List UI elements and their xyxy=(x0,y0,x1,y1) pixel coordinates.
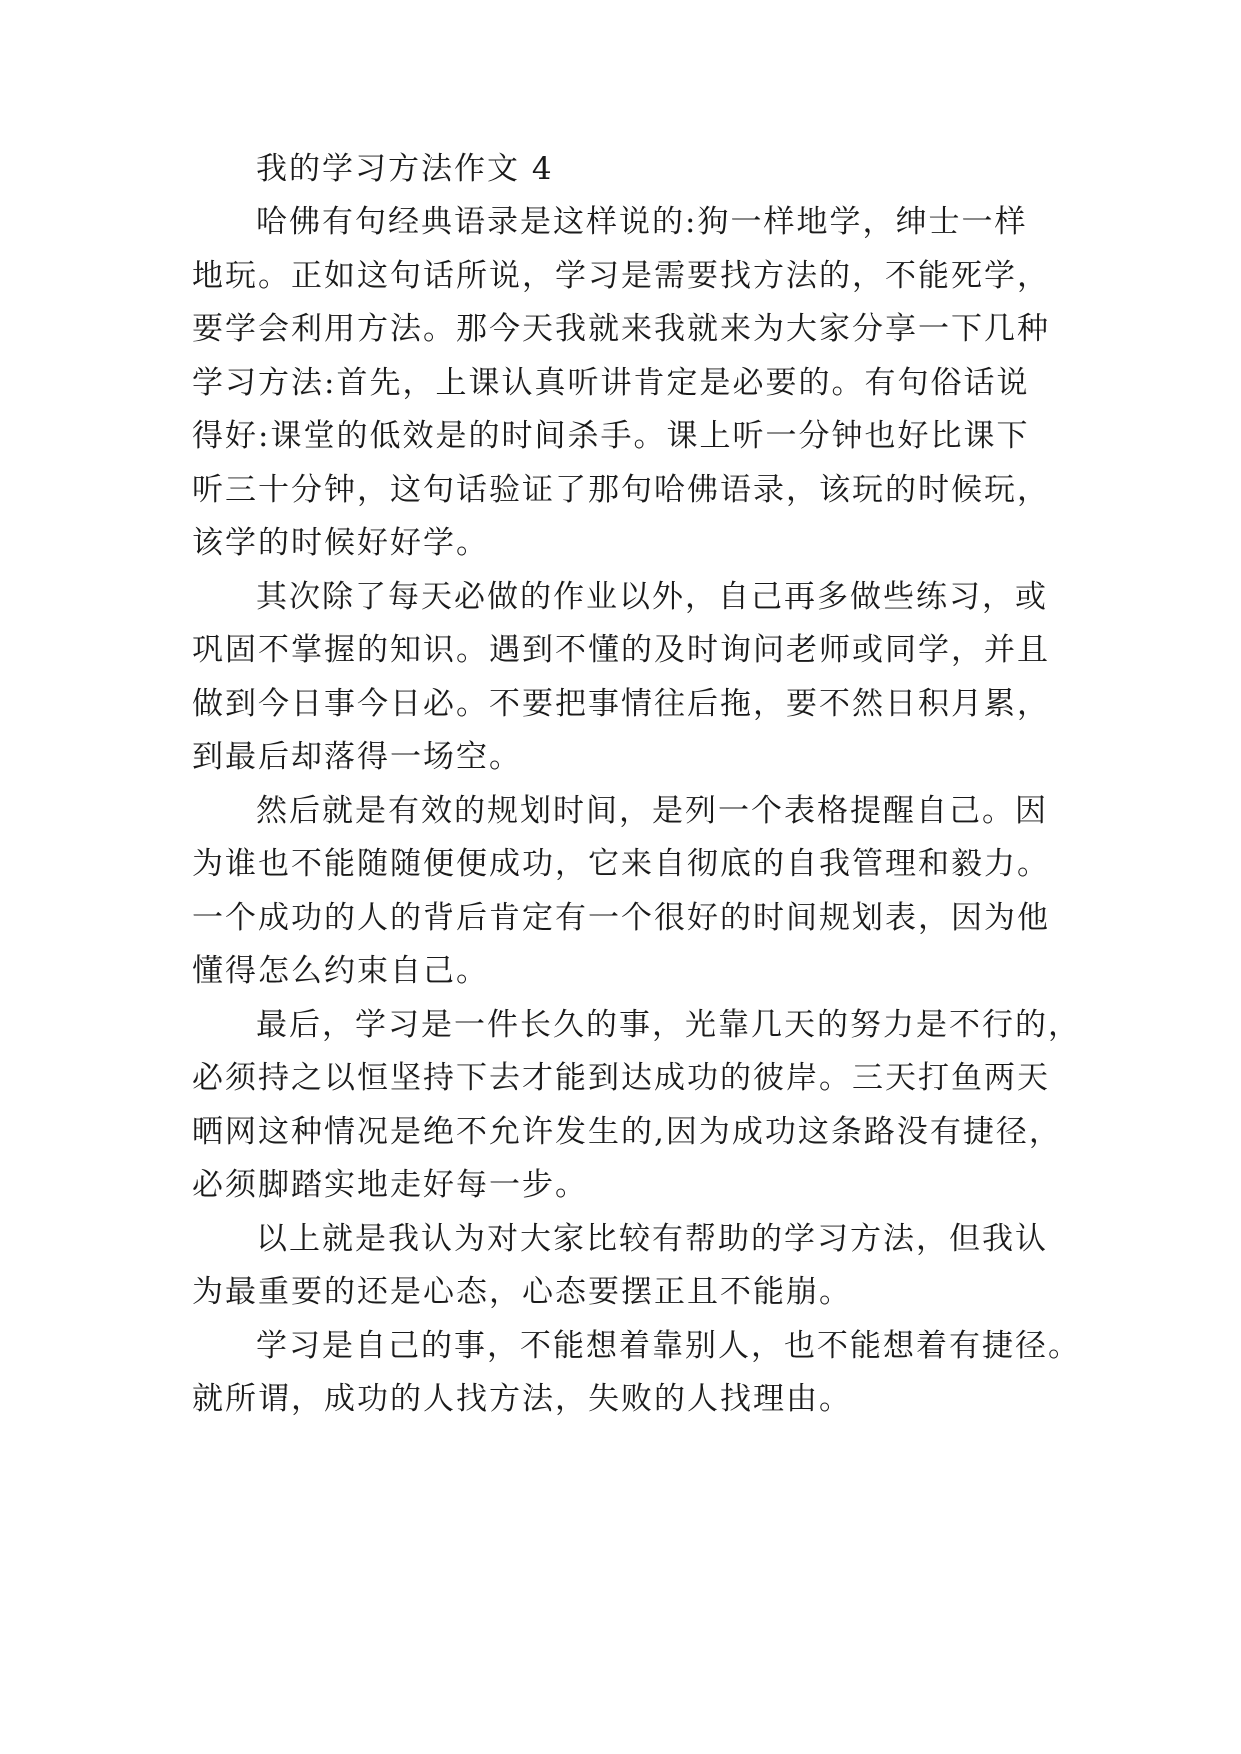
text-line: 晒网这种情况是绝不允许发生的,因为成功这条路没有捷径， xyxy=(192,1114,1062,1150)
text-line: 就所谓，成功的人找方法，失败的人找理由。 xyxy=(192,1381,852,1417)
text-line: 必须脚踏实地走好每一步。 xyxy=(192,1167,588,1203)
text-line: 学习方法:首先，上课认真听讲肯定是必要的。有句俗话说 xyxy=(192,365,1030,401)
text-line: 最后，学习是一件长久的事，光靠几天的努力是不行的， xyxy=(256,1007,1081,1043)
text-line: 懂得怎么约束自己。 xyxy=(192,953,489,989)
document-title: 我的学习方法作文 4 xyxy=(256,151,554,187)
text-line: 要学会利用方法。那今天我就来我就来为大家分享一下几种 xyxy=(192,311,1050,347)
text-line: 为谁也不能随随便便成功，它来自彻底的自我管理和毅力。 xyxy=(192,846,1050,882)
text-line: 一个成功的人的背后肯定有一个很好的时间规划表，因为他 xyxy=(192,900,1050,936)
text-line: 以上就是我认为对大家比较有帮助的学习方法，但我认 xyxy=(256,1221,1048,1257)
text-line: 哈佛有句经典语录是这样说的:狗一样地学，绅士一样 xyxy=(256,204,1028,240)
text-line: 到最后却落得一场空。 xyxy=(192,739,522,775)
text-line: 得好:课堂的低效是的时间杀手。课上听一分钟也好比课下 xyxy=(192,418,1030,454)
text-line: 该学的时候好好学。 xyxy=(192,525,489,561)
text-line: 必须持之以恒坚持下去才能到达成功的彼岸。三天打鱼两天 xyxy=(192,1060,1050,1096)
text-line: 听三十分钟，这句话验证了那句哈佛语录，该玩的时候玩， xyxy=(192,472,1050,508)
text-line: 巩固不掌握的知识。遇到不懂的及时询问老师或同学，并且 xyxy=(192,632,1050,668)
text-line: 然后就是有效的规划时间，是列一个表格提醒自己。因 xyxy=(256,793,1048,829)
text-line: 为最重要的还是心态，心态要摆正且不能崩。 xyxy=(192,1274,852,1310)
text-line: 其次除了每天必做的作业以外，自己再多做些练习，或 xyxy=(256,579,1048,615)
text-line: 学习是自己的事，不能想着靠别人，也不能想着有捷径。 xyxy=(256,1328,1081,1364)
text-line: 地玩。正如这句话所说，学习是需要找方法的，不能死学， xyxy=(192,258,1050,294)
text-line: 做到今日事今日必。不要把事情往后拖，要不然日积月累， xyxy=(192,686,1050,722)
